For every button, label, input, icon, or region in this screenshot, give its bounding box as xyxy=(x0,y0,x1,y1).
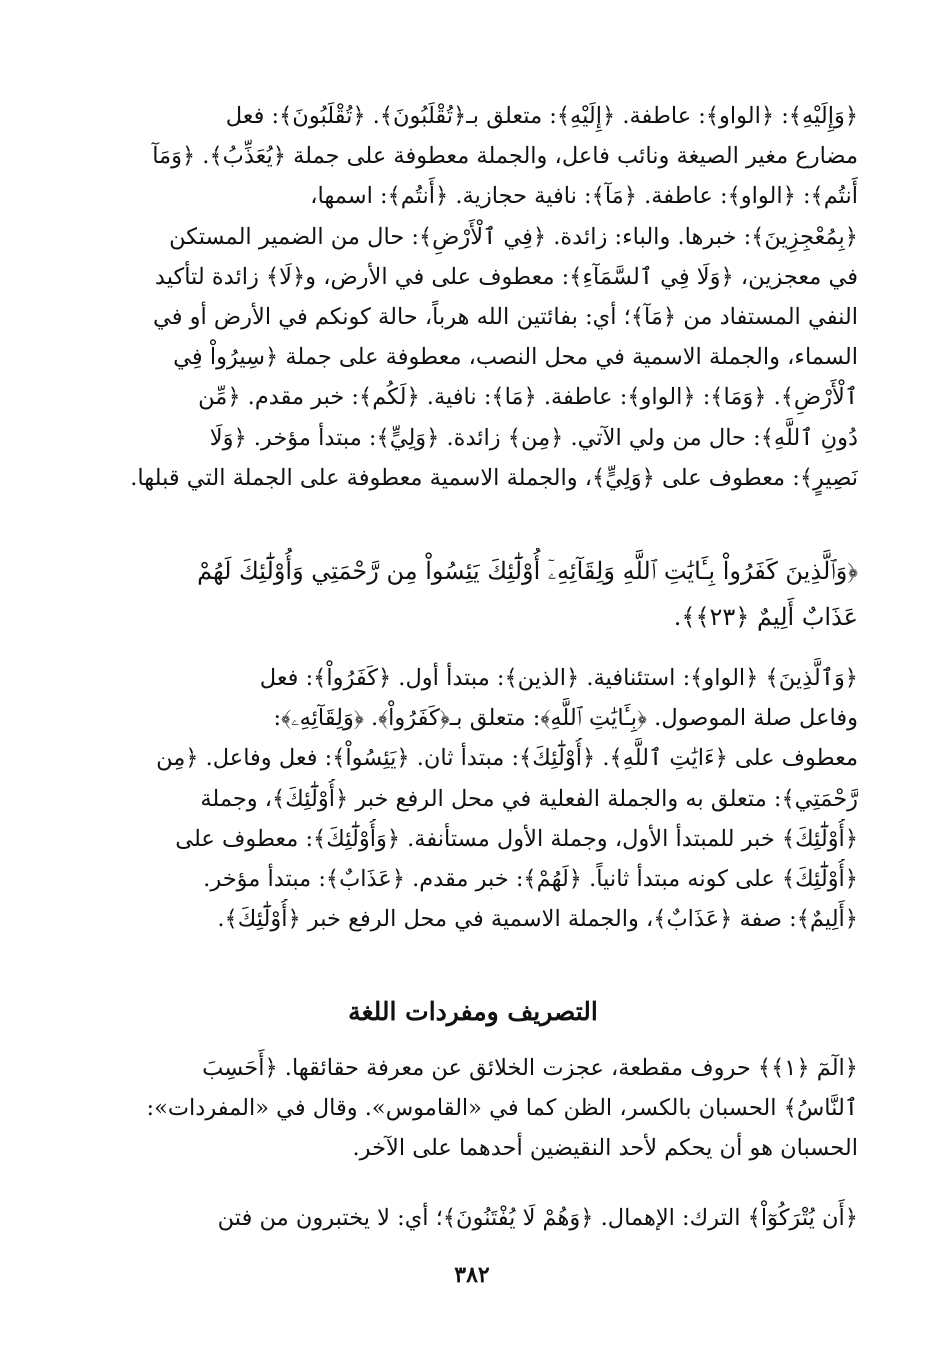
text-line: ﴿أَلِيمٌ﴾: صفة ﴿عَذَابٌ﴾، والجملة الاسمية في محل الرفع خبر ﴿أُوْلَٰٓئِكَ﴾. xyxy=(217,906,858,933)
text-line: ٱلنَّاسُ﴾ الحسبان بالكسر، الظن كما في «القاموس». وقال في «المفردات»: xyxy=(146,1095,858,1122)
text-line: ﴿وَإِلَيْهِ﴾: ﴿الواو﴾: عاطفة. ﴿إِلَيْهِ﴾: متعلق بـ﴿تُقْلَبُونَ﴾. ﴿تُقْلَبُونَ﴾: فعل xyxy=(225,103,858,129)
text-line: في معجزين، ﴿وَلَا فِي ٱلسَّمَآءِ﴾: معطوف على في الأرض، و﴿لَا﴾ زائدة لتأكيد xyxy=(154,263,858,290)
text-line: معطوف على ﴿ءَايَٰتِ ٱللَّهِ﴾. ﴿أُوْلَٰٓئِكَ﴾: مبتدأ ثان. ﴿يَئِسُواْ﴾: فعل وفاعل. ﴿مِن xyxy=(156,745,858,772)
text-line: ﴿وَٱلَّذِينَ﴾ ﴿الواو﴾: استئنافية. ﴿الذين﴾: مبتدأ أول. ﴿كَفَرُواْ﴾: فعل xyxy=(259,665,858,691)
text-line: ﴿أُوْلَٰٓئِكَ﴾ خبر للمبتدأ الأول، وجملة الأول مستأنفة. ﴿وَأُوْلَٰٓئِكَ﴾: معطوف على xyxy=(175,825,858,852)
grammar-paragraph-1 xyxy=(88,96,858,498)
verse-line: ﴿وَٱلَّذِينَ كَفَرُواْ بِـَٔايَٰتِ ٱللَّهِ وَلِقَآئِهِۦٓ أُوْلَٰٓئِكَ يَئِسُواْ مِن رَّحْمَتِي وَأُوْلَٰٓئِكَ لَهُمْ xyxy=(197,557,858,585)
text-line: أَنتُم﴾: ﴿الواو﴾: عاطفة. ﴿مَآ﴾: نافية حجازية. ﴿أَنتُم﴾: اسمها، xyxy=(310,183,858,210)
text-line: دُونِ ٱللَّهِ﴾: حال من ولي الآتي. ﴿مِن﴾ زائدة. ﴿وَلِيٍّ﴾: مبتدأ مؤخر. ﴿وَلَا xyxy=(209,424,858,451)
text-line: السماء، والجملة الاسمية في محل النصب، معطوفة على جملة ﴿سِيرُواْ فِي xyxy=(173,344,858,371)
text-line: ﴿الٓمٓ ﴿١﴾﴾ حروف مقطعة، عجزت الخلائق عن معرفة حقائقها. ﴿أَحَسِبَ xyxy=(202,1055,858,1081)
text-line: نَصِيرٍ﴾: معطوف على ﴿وَلِيٍّ﴾، والجملة الاسمية معطوفة على الجملة التي قبلها. xyxy=(130,464,858,491)
quran-verse xyxy=(88,548,858,640)
vocabulary-paragraph-1 xyxy=(88,1048,858,1169)
text-line: النفي المستفاد من ﴿مَآ﴾؛ أي: بفائتين الله هرباً، حالة كونكم في الأرض أو في xyxy=(152,304,858,331)
text-line: ﴿أَن يُتْرَكُوٓاْ﴾ الترك: الإهمال. ﴿وَهُمْ لَا يُفْتَنُونَ﴾؛ أي: لا يختبرون من فتن xyxy=(217,1205,858,1231)
page-number: ٣٨٢ xyxy=(454,1262,490,1288)
text-line: ﴿بِمُعْجِزِينَ﴾: خبرها. والباء: زائدة. ﴿فِي ٱلْأَرْضِ﴾: حال من الضمير المستكن xyxy=(169,223,858,250)
grammar-paragraph-2 xyxy=(88,658,858,939)
text-line: الحسبان هو أن يحكم لأحد النقيضين أحدهما على الآخر. xyxy=(352,1135,858,1162)
text-line: ﴿أُوْلَٰٓئِكَ﴾ على كونه مبتدأ ثانياً. ﴿لَهُمْ﴾: خبر مقدم. ﴿عَذَابٌ﴾: مبتدأ مؤخر. xyxy=(203,866,858,893)
section-heading: التصريف ومفردات اللغة xyxy=(348,997,598,1026)
text-line: مضارع مغير الصيغة ونائب فاعل، والجملة معطوفة على جملة ﴿يُعَذِّبُ﴾. ﴿وَمَآ xyxy=(152,143,858,170)
vocabulary-paragraph-2 xyxy=(88,1198,858,1238)
text-line: ٱلْأَرْضِ﴾. ﴿وَمَا﴾: ﴿الواو﴾: عاطفة. ﴿مَا﴾: نافية. ﴿لَكُم﴾: خبر مقدم. ﴿مِّن xyxy=(198,384,858,411)
text-line: رَّحْمَتِي﴾: متعلق به والجملة الفعلية في محل الرفع خبر ﴿أُوْلَٰٓئِكَ﴾، وجملة xyxy=(200,785,858,812)
text-line: وفاعل صلة الموصول. ﴿بِـَٔايَٰتِ ٱللَّهِ﴾: متعلق بـ﴿كَفَرُواْ﴾. ﴿وَلِقَآئِهِۦ﴾: xyxy=(273,705,858,732)
verse-line: عَذَابٌ أَلِيمٌ ﴿٢٣﴾﴾. xyxy=(673,603,858,631)
